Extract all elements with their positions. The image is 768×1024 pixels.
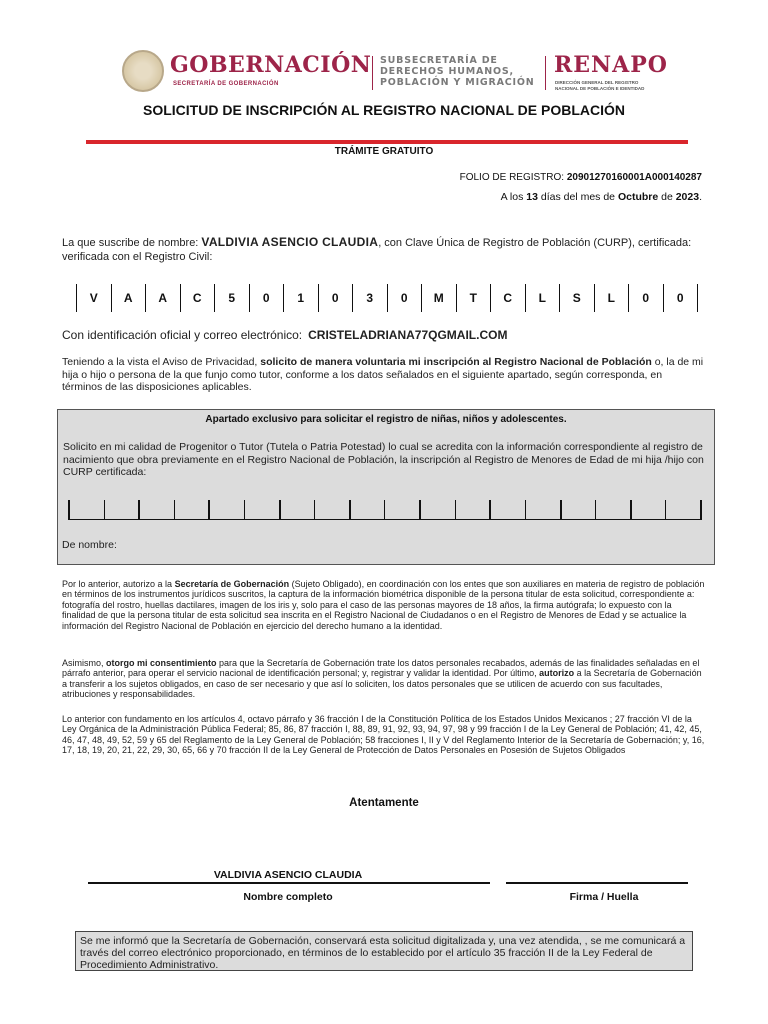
p2-pre: Asimismo, xyxy=(62,658,107,668)
menores-section xyxy=(57,409,715,565)
curp-character: 3 xyxy=(353,284,388,312)
curp-character: S xyxy=(560,284,595,312)
folio-value: 20901270160001A000140287 xyxy=(566,172,702,183)
title-divider xyxy=(86,140,688,144)
header xyxy=(118,48,678,98)
gobernacion-logo-text: GOBERNACIÓN xyxy=(170,52,372,78)
subsecretaria-text xyxy=(380,55,535,88)
curp-character: 1 xyxy=(284,284,319,312)
menores-curp-cell[interactable] xyxy=(140,500,175,519)
menores-curp-cell[interactable] xyxy=(210,500,245,519)
suscribe-paragraph xyxy=(62,235,702,264)
gobernacion-subtitle: SECRETARÍA DE GOBERNACIÓN xyxy=(173,81,279,87)
menores-text: Solicito en mi calidad de Progenitor o Tutor (Tutela o Patria Potestad) lo cual se acredita con la información correspondiente al registro de nacimiento que obra previamente en el Registro Nacional de Población, la inscripción al Registro de Menores de Edad de mi hija /hijo con CURP certificada: xyxy=(63,441,704,478)
menores-curp-cell[interactable] xyxy=(491,500,526,519)
renapo-logo-text: RENAPO xyxy=(554,52,668,78)
menores-curp-cell[interactable] xyxy=(245,500,281,519)
menores-curp-cell[interactable] xyxy=(456,500,492,519)
menores-curp-cell[interactable] xyxy=(421,500,456,519)
menores-curp-cell[interactable] xyxy=(105,500,141,519)
menores-curp-cell[interactable] xyxy=(315,500,351,519)
fecha-year: 2023 xyxy=(675,191,700,203)
subsecretaria-line-2: DERECHOS HUMANOS, xyxy=(380,66,514,77)
p2-mid: para que la Secretaría de Gobernación trate los datos personales recabados, además de las finalidades señaladas en el párrafo anterior, para operar el servicio nacional de identificación personal; y, registrar y validar la identidad. Por último, xyxy=(62,658,700,679)
curp-character: C xyxy=(181,284,216,312)
p2-bold1: otorgo mi consentimiento xyxy=(106,658,217,668)
fecha-mid: días del mes de xyxy=(537,191,618,203)
curp-character: 0 xyxy=(629,284,664,312)
menores-title: Apartado exclusivo para solicitar el registro de niñas, niños y adolescentes. xyxy=(205,414,567,425)
curp-character: A xyxy=(146,284,181,312)
fundamento-paragraph: Lo anterior con fundamento en los artículos 4, octavo párrafo y 36 fracción I de la Constitución Política de los Estados Unidos Mexicanos ; 27 fracción VI de la Ley Orgánica de la Administración Pública Federal; 85, 86, 87 fracción I, 88, 89, 91, 92, 93, 94, 97, 98 y 99 fracción I de la Ley General de Población; 41, 42, 45, 46, 47, 48, 49, 52, 59 y 65 del Reglamento de la Ley General de Población; 58 fracciones I, II y V del Reglamento Interior de la Secretaría de Gobernación; y, 16, 17, 18, 19, 20, 21, 22, 29, 30, 65, 66 y 70 fracción II de la Ley General de Protección de Datos Personales en Posesión de Sujetos Obligados xyxy=(62,714,705,756)
aviso-bold: solicito de manera voluntaria mi inscripción al Registro Nacional de Población xyxy=(260,356,652,368)
email-value: CRISTELADRIANA77QGMAIL.COM xyxy=(308,328,508,342)
menores-curp-cell[interactable] xyxy=(632,500,667,519)
menores-nombre-label: De nombre: xyxy=(62,539,117,551)
aviso-paragraph xyxy=(62,356,705,394)
subsecretaria-line-3: POBLACIÓN Y MIGRACIÓN xyxy=(380,77,535,88)
curp-character: L xyxy=(526,284,561,312)
signer-name: VALDIVIA ASENCIO CLAUDIA xyxy=(213,869,363,881)
curp-character: M xyxy=(422,284,457,312)
identificacion-label: Con identificación oficial y correo electrónico: xyxy=(62,328,303,342)
curp-character: 0 xyxy=(250,284,285,312)
menores-curp-cell[interactable] xyxy=(562,500,597,519)
p1-post: (Sujeto Obligado), en coordinación con los entes que son auxiliares en materia de registro de población en términos de los instrumentos jurídicos suscritos, la captura de la información biométrica disponible de la persona titular de esta solicitud, correspondiente a: fotografía del rostro, huellas dactilares, imagen de los iris y, solo para el caso de las personas mayores de 18 años, la firma autógrafa; lo expuesto con la finalidad de que la persona titular de esta solicitud sea inscrita en el Registro Nacional de Ciudadanos o en el Registro de Menores de Edad y se actualice la información del Registro Nacional de Población en ejercicio del derecho humano a la identidad. xyxy=(62,579,705,631)
menores-curp-cell[interactable] xyxy=(385,500,421,519)
consentimiento-paragraph xyxy=(62,658,705,700)
coat-of-arms-icon xyxy=(122,50,164,92)
suscribe-pre: La que suscribe de nombre: xyxy=(62,237,202,249)
renapo-sub-line-2: NACIONAL DE POBLACIÓN E IDENTIDAD xyxy=(555,86,645,91)
divider xyxy=(372,56,373,90)
subsecretaria-line-1: SUBSECRETARÍA DE xyxy=(380,55,498,66)
applicant-name: VALDIVIA ASENCIO CLAUDIA xyxy=(201,235,379,249)
curp-grid xyxy=(76,284,698,312)
curp-character: 5 xyxy=(215,284,250,312)
divider xyxy=(545,56,546,90)
fecha xyxy=(501,191,702,203)
suscribe-post: , con Clave Única de Registro de Población (CURP), certificada: verificada con el Registro Civil: xyxy=(62,237,692,263)
p1-pre: Por lo anterior, autorizo a la xyxy=(62,579,175,589)
menores-curp-cell[interactable] xyxy=(526,500,562,519)
menores-curp-cell[interactable] xyxy=(666,500,700,519)
curp-character: 0 xyxy=(319,284,354,312)
firma-signature-line xyxy=(506,882,688,884)
fecha-de: de xyxy=(658,191,676,203)
conservation-notice: Se me informó que la Secretaría de Gobernación, conservará esta solicitud digitalizada y, una vez atendida, , se me comunicará a través del correo electrónico proporcionado, en términos de lo establecido por el artículo 35 fracción II de la Ley Federal de Procedimiento Administrativo. xyxy=(75,931,693,971)
aviso-post: o, la de mi hija o hijo o persona de la que funjo como tutor, conforme a los datos señalados en el siguiente apartado, según corresponda, en términos de las disposiciones aplicables. xyxy=(62,356,704,393)
menores-curp-cell[interactable] xyxy=(351,500,386,519)
p2-post: a la Secretaría de Gobernación a transferir a los sujetos obligados, en caso de ser necesario y que así lo soliciten, los datos personales que se utilicen de acuerdo con sus facultades, atribuciones y responsabilidades. xyxy=(62,668,702,700)
menores-curp-cell[interactable] xyxy=(175,500,211,519)
curp-character: A xyxy=(112,284,147,312)
menores-curp-cell[interactable] xyxy=(70,500,105,519)
aviso-pre: Teniendo a la vista el Aviso de Privacidad, xyxy=(62,356,261,368)
page-title: SOLICITUD DE INSCRIPCIÓN AL REGISTRO NACIONAL DE POBLACIÓN xyxy=(143,102,625,118)
menores-curp-cell[interactable] xyxy=(596,500,632,519)
autorizacion-paragraph xyxy=(62,579,705,631)
fecha-end: . xyxy=(699,191,702,203)
atentamente-label: Atentamente xyxy=(349,797,419,809)
fecha-prefix: A los xyxy=(500,191,527,203)
curp-character: L xyxy=(595,284,630,312)
tramite-label: TRÁMITE GRATUITO xyxy=(334,146,434,157)
identificacion-line xyxy=(62,328,507,342)
curp-character: T xyxy=(457,284,492,312)
renapo-sub-line-1: DIRECCIÓN GENERAL DEL REGISTRO xyxy=(555,80,639,85)
name-signature-line xyxy=(88,882,490,884)
renapo-subtitle xyxy=(555,80,644,92)
curp-character: C xyxy=(491,284,526,312)
folio-label: FOLIO DE REGISTRO: xyxy=(459,172,567,183)
menores-curp-cell[interactable] xyxy=(281,500,316,519)
menores-curp-grid[interactable] xyxy=(68,500,702,520)
fecha-month: Octubre xyxy=(617,191,659,203)
firma-huella-label: Firma / Huella xyxy=(569,891,639,903)
curp-character: 0 xyxy=(388,284,423,312)
folio-registro xyxy=(460,172,702,183)
nombre-completo-label: Nombre completo xyxy=(243,891,333,903)
p1-bold: Secretaría de Gobernación xyxy=(174,579,290,589)
curp-character: 0 xyxy=(676,291,684,305)
curp-character: V xyxy=(77,284,112,312)
fecha-day: 13 xyxy=(526,191,538,203)
p2-bold2: autorizo xyxy=(539,668,575,679)
